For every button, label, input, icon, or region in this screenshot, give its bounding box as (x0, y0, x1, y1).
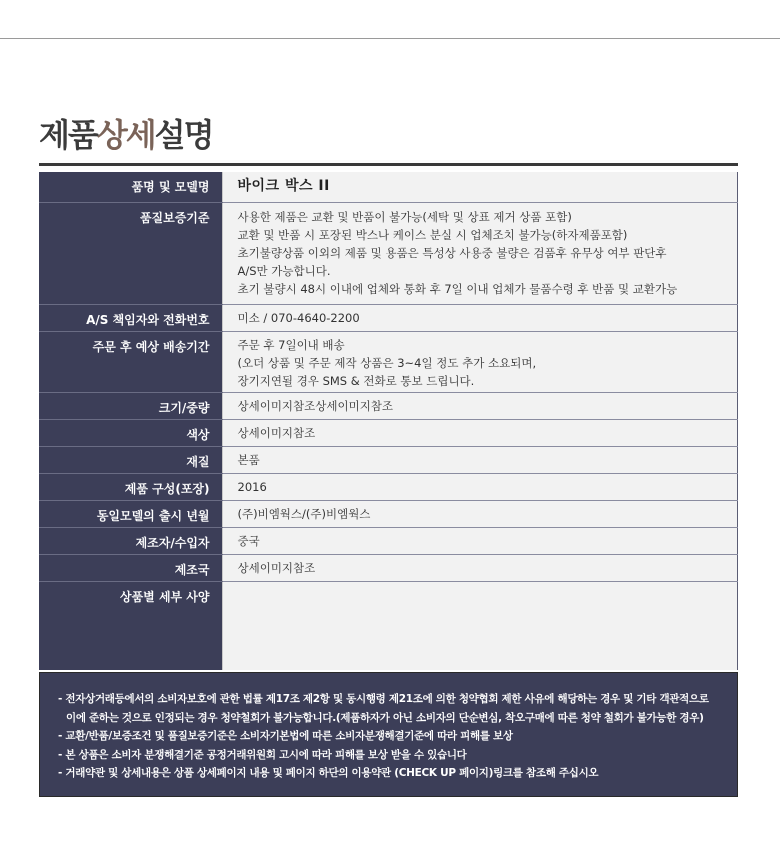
value-line: 상세이미지참조 (237, 560, 316, 575)
row-label: 주문 후 예상 배송기간 (39, 331, 222, 392)
notice-box (39, 672, 738, 797)
table-row (39, 392, 738, 419)
row-label: 크기/중량 (39, 392, 222, 419)
value-line: 초기 불량시 48시 이내에 업체와 통화 후 7일 이내 업체가 물품수령 후 반품 및 교환가능 (237, 281, 678, 296)
notice-line: 이에 준하는 것으로 인정되는 경우 청약철회가 불가능합니다.(제품하자가 아닌 소비자의 단순변심, 착오구매에 따른 청약 철회가 불가능한 경우) (66, 711, 704, 724)
table-row (39, 500, 738, 527)
value-line: 상세이미지참조상세이미지참조 (237, 398, 394, 413)
row-value (222, 331, 738, 392)
product-name: 바이크 박스 II (237, 178, 330, 194)
row-value (222, 419, 738, 446)
value-line: 본품 (237, 452, 260, 467)
value-line: 사용한 제품은 교환 및 반품이 불가능(세탁 및 상표 제거 상품 포함) (237, 209, 572, 224)
spec-table (39, 172, 738, 670)
value-line: (주)비엠웍스/(주)비엠웍스 (237, 506, 371, 521)
table-row (39, 446, 738, 473)
table-row (39, 527, 738, 554)
value-line: 초기불량상품 이외의 제품 및 용품은 특성상 사용중 불량은 검품후 유무상 여부 판단후 (237, 245, 667, 260)
value-line: 2016 (237, 479, 267, 494)
table-row (39, 473, 738, 500)
table-row (39, 331, 738, 392)
table-row (39, 581, 738, 670)
row-label: A/S 책임자와 전화번호 (39, 304, 222, 331)
table-row (39, 202, 738, 304)
notice-line: - 본 상품은 소비자 분쟁해결기준 공정거래위원회 고시에 따라 피해를 보상 받을 수 있습니다 (58, 748, 467, 761)
row-value (222, 473, 738, 500)
page-title (39, 112, 212, 158)
notice-line: - 전자상거래등에서의 소비자보호에 관한 법률 제17조 제2항 및 동시행령 제21조에 의한 청약협회 제한 사유에 해당하는 경우 및 기타 객관적으로 (58, 693, 709, 705)
value-line: (오더 상품 및 주문 제작 상품은 3~4일 정도 추가 소요되며, (237, 355, 537, 370)
table-row (39, 554, 738, 581)
notice-line: - 거래약관 및 상세내용은 상품 상세페이지 내용 및 페이지 하단의 이용약관 (CHECK UP 페이지)링크를 참조해 주십시오 (58, 767, 599, 779)
value-line: 장기지연될 경우 SMS & 전화로 통보 드립니다. (237, 373, 475, 388)
title-part-product: 제품 (39, 116, 97, 154)
title-part-detail: 상세 (96, 116, 155, 154)
row-label: 재질 (39, 446, 222, 473)
notice-line: - 교환/반품/보증조건 및 품질보증기준은 소비자기본법에 따른 소비자분쟁해결기준에 따라 피해를 보상 (58, 730, 513, 742)
table-row (39, 172, 738, 202)
value-line: 중국 (237, 533, 260, 548)
title-part-description: 설명 (154, 116, 213, 154)
row-label: 제조자/수입자 (39, 527, 222, 554)
value-line: 교환 및 반품 시 포장된 박스나 케이스 분실 시 업체조치 불가능(하자제품포함) (237, 227, 628, 242)
row-value (222, 392, 738, 419)
row-value (222, 172, 738, 202)
row-value (222, 446, 738, 473)
value-line: 상세이미지참조 (237, 425, 316, 440)
row-label: 품질보증기준 (39, 202, 222, 304)
table-row (39, 419, 738, 446)
value-line: 주문 후 7일이내 배송 (237, 337, 345, 352)
row-label: 품명 및 모델명 (39, 172, 222, 202)
row-label: 제품 구성(포장) (39, 473, 222, 500)
row-value (222, 527, 738, 554)
title-underline (39, 163, 738, 166)
row-label: 색상 (39, 419, 222, 446)
value-line: 미소 / 070-4640-2200 (237, 310, 360, 325)
row-value (222, 202, 738, 304)
row-label: 상품별 세부 사양 (39, 581, 222, 670)
row-value (222, 554, 738, 581)
row-label: 제조국 (39, 554, 222, 581)
top-divider (0, 38, 780, 39)
row-label: 동일모델의 출시 년월 (39, 500, 222, 527)
row-value (222, 304, 738, 331)
value-line: A/S만 가능합니다. (237, 263, 331, 278)
row-value (222, 500, 738, 527)
table-row (39, 304, 738, 331)
row-value (222, 581, 738, 670)
